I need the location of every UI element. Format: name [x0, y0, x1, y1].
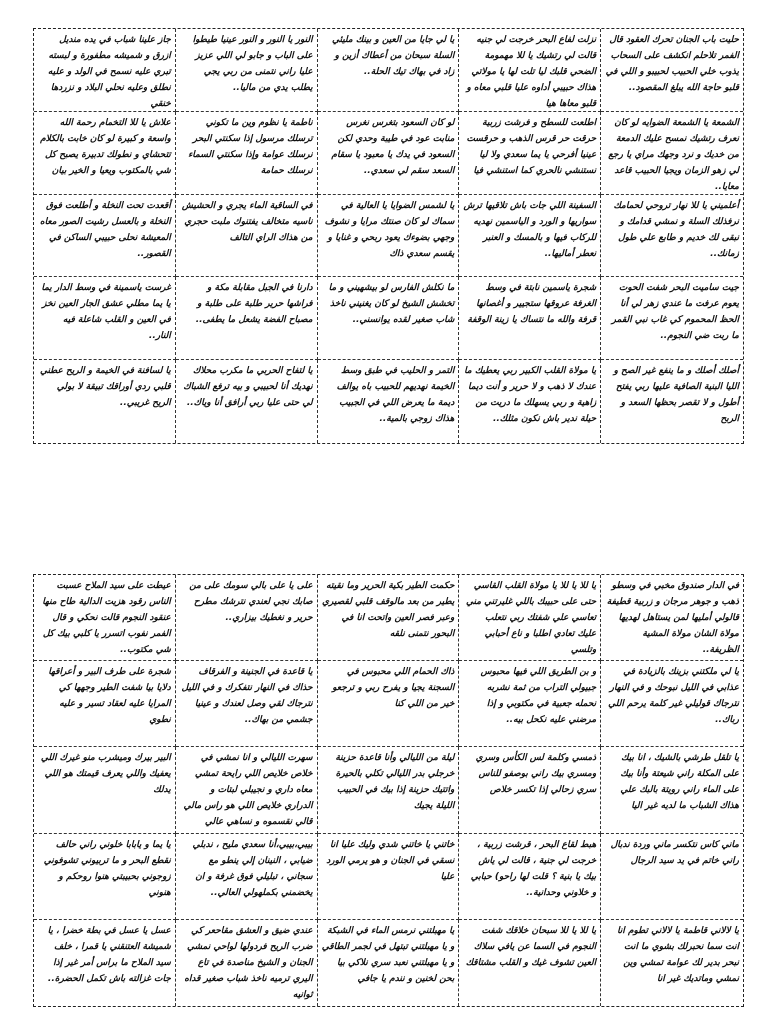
verse-card: الشمعة يا الشمعة الضوايه لو كان نعرف رتشيك نمسح عليك الدمعة من خديك و نرد وجهك مراي يا رجع لي زهو الزمان ويجيا الحبيب قاعد معايا.. [601, 112, 743, 195]
verse-card: لو كان السعود بتغرس نغرس منابت عود في طيبة وحدي لكن السعود في يدك يا معبود يا سقام السعد سقم لي سعدي.. [318, 112, 460, 195]
verse-card: دارنا في الجبل مقابلة مكة و فراشها حرير طلبة على طلبة و مصباح الفضة يشعل ما يطفى.. [176, 277, 318, 360]
verse-card: أصلك أصلك و ما ينفع غير الصح و الليا البنية الصافية عليها ربي يفتح أطول و لا تقصر بحظها السعد و الربح [613, 366, 739, 425]
verse-card: ما نكلش الفارس لو بيشهيني و ما تخشش الشيخ لو كان يغنيني ناخذ شاب صغير لقده يوانسني.. [318, 277, 460, 360]
verse-card: شجرة ياسمين نابتة في وسط الغرفة عروقها ستجيير و أغصانها قرفة والله ما نتساك يا زينة الوقفة [459, 277, 601, 360]
verse-card: التمر و الحليب في طبق وسط الخيمة نهديهم للحبيب باه يوالف ديمة ما يعرض اللي في الجبيب هذاك زوجي بالمية.. [318, 360, 460, 443]
verse-card: يا مهبلتني نرمس الماء في الشبكة و يا مهبلتني تبتهل في لجمر الطاقي و يا مهبلتني نعبد سري نلاكي بيا بحن لخنين و نندم يا جافي [318, 920, 460, 1006]
verse-card: ناطمة يا نظوم وين ما تكوني ترسلك مرسول إذا سكنتي البحر نرسلك عوامة وإذا سكنتي السماء نرسلك حمامة [176, 112, 318, 195]
verse-card: يا مولاة القلب الكبير ربي يعطيك ما عندك لا ذهب و لا حرير و أنت ديما زاهية و ربي يسهلك ما دريت من حيلة ندير باش نكون مثلك.. [459, 360, 601, 443]
verse-card: عسل يا عسل في بطة خضرا ، يا شميشة العتنقني يا قمرا ، خلف سيد الملاح ما براس أمر غير إذا جات غزالته باش تكمل الحضرة.. [34, 920, 176, 1006]
verse-card: عيطت على سيد الملاح عسبت الناس رقود هزيت الدالية طاح منها عنقود النجوم قالت نحكي و قال الفمر نفوب اتسرر يا كلبي بيك كل شي مكتوب.. [34, 575, 176, 661]
verse-card: جاز علينا شباب في يده منديل ازرق و شميشه مطفورة و لبسته تبري عليه نسمح في الولد و عليه نطلق وعليه نحلي البلاد و نزردها خنقي [34, 29, 176, 112]
verse-card: ذاك الحمام اللي محبوس في السجنة يجيا و يفرح ربي و ترجعو خير من اللي كنا [318, 661, 460, 747]
verse-card: السفينة اللي جات باش تلاقيها ترش سواريها و الورد و الياسمين نهديه للركاب فيها و بالمسك و العنبر نعطر أماليها.. [459, 195, 601, 278]
verse-card: يا لسافنة في الخيمة و الريح عطني قلبي ردي أوراقك تبيقة لا بولي الريح غريبي.. [34, 360, 176, 443]
verse-card: يا لي جايا من العين و بينك مليئي السلة سبحان من أعطاك أزين و زاد في بهاك تيك الحلة.. [318, 29, 460, 112]
verse-card: أقعدت تحت النخلة و أطلعت فوق النخلة و بالعسل رشيت الصور معاه المعيشة نحلى حبيبي الساكن في القصور.. [34, 195, 176, 278]
verse-card: يا تلقل طرشي بالشيك ، انا بيك على المكلة راني شيعتة وأنا بيك على الماء راني رويتة بالبك علي هذاك الشباب ما لديه غير اليا [601, 747, 743, 833]
verse-card: ليلة من الليالي وأنا قاعدة حزينة خرجلي بدر الليالي تكلي بالحيرة واتتيك حزينة إذا بيك في الحبيب الليلة يجيك [318, 747, 460, 833]
verse-card: غرست ياسمينة في وسط الدار يما يا يما مطلي عشق الجار العين نخز في العين و القلب شاعلة فيه النار.. [34, 277, 176, 360]
verse-card: شجرة على طرف البير و أعراقها دلايا بيا شفت الطير وجهها كي المرايا عليه لعقاد تسير و عليه نطوي [34, 661, 176, 747]
verse-card: يا للا يا للا سبحان خلاقك شفت النجوم في السما عن يافي سلاك العين تشوف غيك و القلب مشتاقك [459, 920, 601, 1006]
verse-card: هبط لقاع البحر ، قرشت زربية ، خرجت لي جنية ، قالت لي ياش بيك يا بنية ؟ قلت لها راحو) حبابي و خلاوني وحدانية.. [459, 834, 601, 920]
verse-card: علاش يا للا التخمام رحمة الله واسعة و كبيرة لو كان خابت بالكلام تتحشاي و نطولك تدبيرة يصبح كل شي بالمكتوب ويعيا و الخير بيان [34, 112, 176, 195]
verse-card: حليت باب الجنان تحرك العقود قال الفمر تلاحلم انكشف على السحاب يذوب خلي الحبيب لحبيبو و اللي في قلبو حاجة الله يبلغ المقصود.. [601, 29, 743, 112]
verse-card: اطلعت للسطح و فرشت زربية حرقت حر قرس الذهب و حرقست عينيا أفرحي يا يما سعدي ولا ليا نستنشي نالحري كما استنشي فيا [459, 112, 601, 195]
verse-card: في الساقية الماء يجري و الحشيش ناسيه متخالف يفتنوك ملبت حجري من هذاك الراي التالف [176, 195, 318, 278]
verse-card: يا يما و يابابا خلوني راني حالف نقطع البحر و ما تربيوني تشوفوني زوجوني بحبيبتي هنوا روحكم و هنوني [34, 834, 176, 920]
card-grid-top [33, 28, 744, 444]
verse-card: البير بيرك وميشرب منو غيرك اللي يعفيك واللي يعرف قيمتك هو اللي يدلك [34, 747, 176, 833]
verse-card: يا لالاني قاطمة يا لالاني تطوم انا انت سما نحبرلك بشوي ما انت نبحر بدير لك عوامة تمشي وين نمشي وماتديك غير انا [617, 925, 739, 984]
verse-card: نزلت لفاع البحر خرجت لي جنيه قالت لي رتشيك يا للا مهمومة الضحي قلبك ليا تلت لها يا مولاتي هذاك حبيبي أداوه عليا قلبي معاه و قلبو معاها هيا [459, 29, 601, 112]
verse-card: على يا على بالي سومك على من صابك نجي لعندي نترشك مطرح حرير و نغطيك بيزاري.. [176, 575, 318, 661]
verse-card: بيبي،بيبي،أنا سعدي مليح ، ندبلي ضيابي ، النينان إلي ينطو مع سجاني ، تبليلي فوق غرفة و ان يخضمني بكملهولي العالي.. [176, 834, 318, 920]
verse-card: حكمت الطير بكية الحرير وما نقيته يطير من بعد مالوقف قلبي لقصيري وعبر فصر العين واتحت انا في البحور نتمنى نلقه [318, 575, 460, 661]
verse-card: يا لتفاح الحربي ما مكرب محلاك نهديك أنا لحبيبي و بيه ترفع الشباك لي حتى عليا ربي أرافق أنا وياك.. [176, 360, 318, 443]
verse-card: أعلميني يا للا نهار تروحي لحمامك نرفذلك السلة و نمشي قدامك و نبقى لك خديم و طابع علي طول زمانك.. [601, 195, 743, 278]
verse-card: يا قاعدة في الجنينة و الفرقاف حذاك في النهار نتفكرك و في الليل نترجاك لقي وصل لعندك و عينيا جشمي من بهاك.. [176, 661, 318, 747]
verse-card: عندي ضيق و العشق مقاحعر كي ضرب الريح فردولها لواحي نمشي الجنان و الشيخ مناصدة في تاع اليري ترميه ناخذ شباب صغير قداه ثوانيه [176, 920, 318, 1006]
verse-card: في الدار صندوق مخبي في وسطو ذهب و جوهر مرجان و زربية قطيفة قالولي أمليها لمن يستاهل لهديها مولاة الشان مولاة المشية الظريفة.. [601, 575, 743, 661]
verse-card: النور يا النور و النور عينيا طيطوا على الباب و جابو لي اللي عزيز عليا راني نتمنى من ربي يجي يطلب يدي من ماليا.. [176, 29, 318, 112]
verse-card: يا لي ملكتني بزينك بالزيادة في عذابي في الليل نبوحك و في النهار نترجاك قوليلي غير كلمة يرحم اللي رباك.. [601, 661, 743, 747]
verse-card: جيت ساميت البحر شفت الحوت يعوم عرفت ما عندي زهر لي أنا الحظ المحموم كي غاب نبي القمر ما ربت ضي النجوم.. [601, 277, 743, 360]
verse-card: سهرت الليالي و انا نمشي في خلاص خلايص اللي رايحة تمشي معاه داري و نجيبلي لبتات و الدراري خلايص اللي هو راس مالي قالي نقسموه و نساهي عالي [176, 747, 318, 833]
verse-card: يا لشمس الضوايا يا العالية في سماك لو كان صنتك مرايا و نشوف وجهي بضوءك يعود ربحي و غنايا و يقسم سعدي ذاك [318, 195, 460, 278]
verse-card: خاتني يا خاتني شدي وليك عليا انا نسقي في الجنان و هو يرمي الورد عليا [318, 834, 460, 920]
verse-card: يا للا يا للا يا مولاة القلب القاسي حتى على حبيبك باللي غليرتني مني تعاسي علي شفتك ربي نتعلب عليك تعادي اطلبا و ناع أحبابي وتلسي [459, 575, 601, 661]
verse-card: ذمسي وكلمة لس الكأس وسري ومسري بيك راني بوصفو للناس سري زحالي إذا تكسر خلاص [459, 747, 601, 833]
card-grid-bottom [33, 574, 744, 1007]
verse-card: و بن الطريق اللي فيها محبوس جبيولي التراب من ثمة نشربه نحمله جعبية في مكتوبي و إذا مرضني عليه نكحل بيه.. [459, 661, 601, 747]
verse-card: ماني كاس نتكسر ماني وردة ندبال راني خاتم في يد سيد الرجال [601, 834, 743, 920]
